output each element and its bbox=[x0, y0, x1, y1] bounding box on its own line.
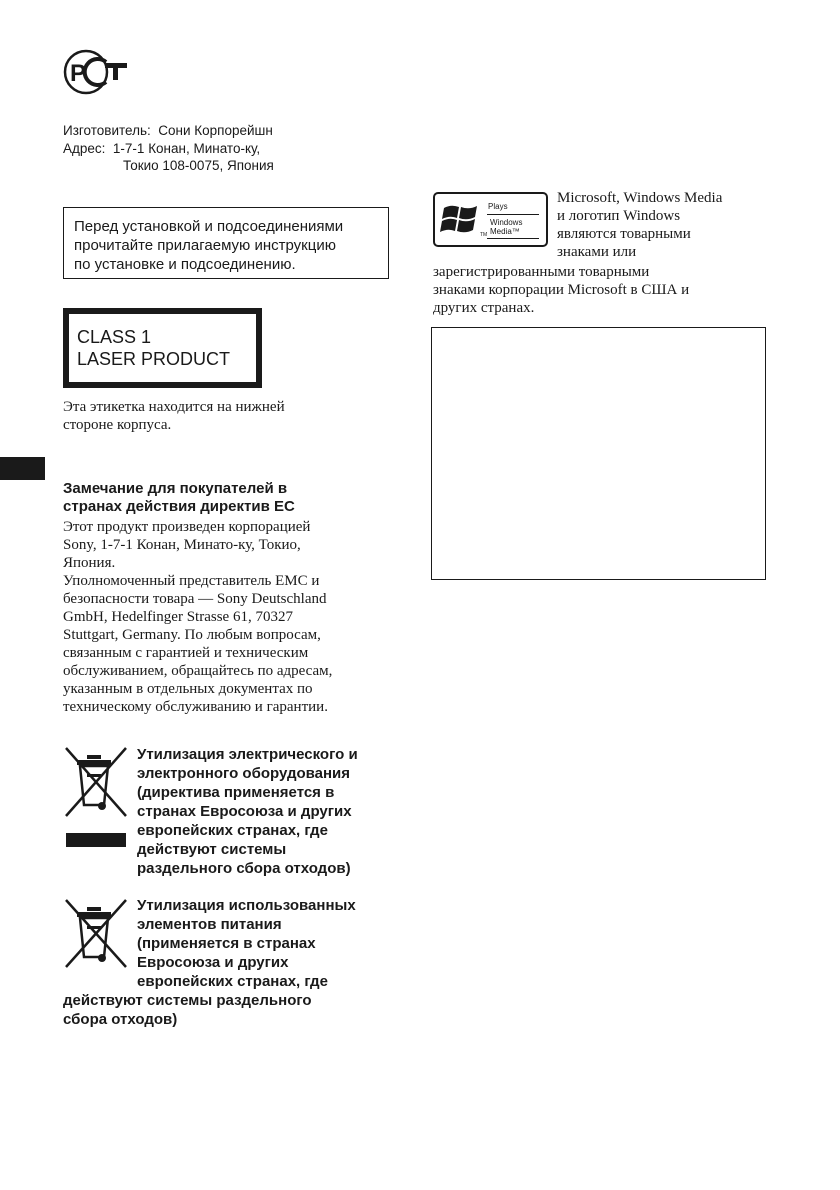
trademark-line: знаками или bbox=[557, 244, 637, 260]
install-note-line-3: по установке и подсоединению. bbox=[74, 256, 296, 273]
battery-line: Евросоюза и других bbox=[137, 954, 289, 971]
side-language-tab bbox=[0, 457, 45, 480]
eu-body-line: Уполномоченный представитель EMC и bbox=[63, 573, 320, 589]
install-note-box bbox=[63, 207, 389, 279]
laser-label-line-2: LASER PRODUCT bbox=[77, 349, 231, 369]
maker-value: Сони Корпорейшн bbox=[158, 123, 273, 138]
windows-flag-icon bbox=[440, 202, 482, 238]
eu-body-line: Япония. bbox=[63, 555, 116, 571]
weee-notice-title bbox=[137, 745, 399, 878]
logo-divider bbox=[487, 214, 539, 215]
battery-line: действуют системы раздельного bbox=[63, 992, 312, 1009]
eu-body-line: Sony, 1-7-1 Конан, Минато-ку, Токио, bbox=[63, 537, 301, 553]
eu-notice-body bbox=[63, 518, 397, 716]
trademark-line: знаками корпорации Microsoft в США и bbox=[433, 282, 690, 298]
eu-body-line: Этот продукт произведен корпорацией bbox=[63, 519, 311, 535]
logo-plays-text: Plays bbox=[488, 202, 508, 211]
eu-body-line: Stuttgart, Germany. По любым вопросам, bbox=[63, 627, 321, 643]
weee-line: (директива применяется в bbox=[137, 784, 335, 801]
weee-line: европейских странах, где bbox=[137, 822, 328, 839]
weee-line: раздельного сбора отходов) bbox=[137, 860, 351, 877]
address-label: Адрес: bbox=[63, 140, 106, 156]
weee-line: странах Евросоюза и других bbox=[137, 803, 352, 820]
eu-title-line-1: Замечание для покупателей в bbox=[63, 480, 288, 497]
address-line-2: Токио 108-0075, Япония bbox=[123, 158, 274, 173]
install-note-line-2: прочитайте прилагаемую инструкцию bbox=[74, 237, 336, 254]
eu-notice-title bbox=[63, 480, 393, 516]
trademark-line: других странах. bbox=[433, 300, 535, 316]
windows-media-trademark-text-continued bbox=[433, 263, 767, 317]
eu-body-line: связанным с гарантией и техническим bbox=[63, 645, 309, 661]
maker-label: Изготовитель: bbox=[63, 123, 151, 138]
battery-notice-title bbox=[63, 896, 395, 1029]
laser-caption-line-1: Эта этикетка находится на нижней bbox=[63, 399, 285, 415]
trademark-line: Microsoft, Windows Media bbox=[557, 190, 723, 206]
weee-line: электронного оборудования bbox=[137, 765, 351, 782]
windows-media-trademark-text bbox=[557, 189, 767, 261]
battery-line: сбора отходов) bbox=[63, 1011, 178, 1028]
crossed-out-bin-icon bbox=[63, 745, 129, 847]
empty-frame-box bbox=[431, 327, 766, 580]
eu-body-line: обслуживанием, обращайтесь по адресам, bbox=[63, 663, 333, 679]
windows-media-logo bbox=[433, 192, 548, 247]
eu-body-line: безопасности товара — Sony Deutschland bbox=[63, 591, 327, 607]
laser-label-line-1: CLASS 1 bbox=[77, 327, 152, 347]
eu-body-line: техническому обслуживанию и гарантии. bbox=[63, 699, 328, 715]
battery-line: европейских странах, где bbox=[137, 973, 328, 990]
install-note-line-1: Перед установкой и подсоединениями bbox=[74, 218, 344, 235]
logo-tm-mark: TM bbox=[480, 232, 488, 238]
trademark-line: являются товарными bbox=[557, 226, 691, 242]
laser-product-label bbox=[63, 308, 262, 388]
weee-line: действуют системы bbox=[137, 841, 287, 858]
manufacturer-info bbox=[63, 122, 383, 175]
eu-body-line: указанным в отдельных документах по bbox=[63, 681, 313, 697]
laser-label-caption bbox=[63, 398, 393, 434]
eu-body-line: GmbH, Hedelfinger Strasse 61, 70327 bbox=[63, 609, 293, 625]
weee-line: Утилизация электрического и bbox=[137, 746, 358, 763]
laser-caption-line-2: стороне корпуса. bbox=[63, 417, 172, 433]
trademark-line: и логотип Windows bbox=[557, 208, 681, 224]
pct-certification-mark-icon bbox=[62, 48, 130, 96]
logo-media-text: Media™ bbox=[490, 227, 520, 236]
battery-line: элементов питания bbox=[137, 916, 282, 933]
battery-line: (применяется в странах bbox=[137, 935, 316, 952]
logo-divider bbox=[487, 238, 539, 239]
svg-text:P: P bbox=[70, 60, 87, 87]
logo-windows-text: Windows bbox=[490, 218, 523, 227]
trademark-line: зарегистрированными товарными bbox=[433, 264, 650, 280]
address-line-1: 1-7-1 Конан, Минато-ку, bbox=[112, 140, 261, 156]
battery-line: Утилизация использованных bbox=[137, 897, 356, 914]
eu-title-line-2: странах действия директив ЕС bbox=[63, 498, 295, 515]
